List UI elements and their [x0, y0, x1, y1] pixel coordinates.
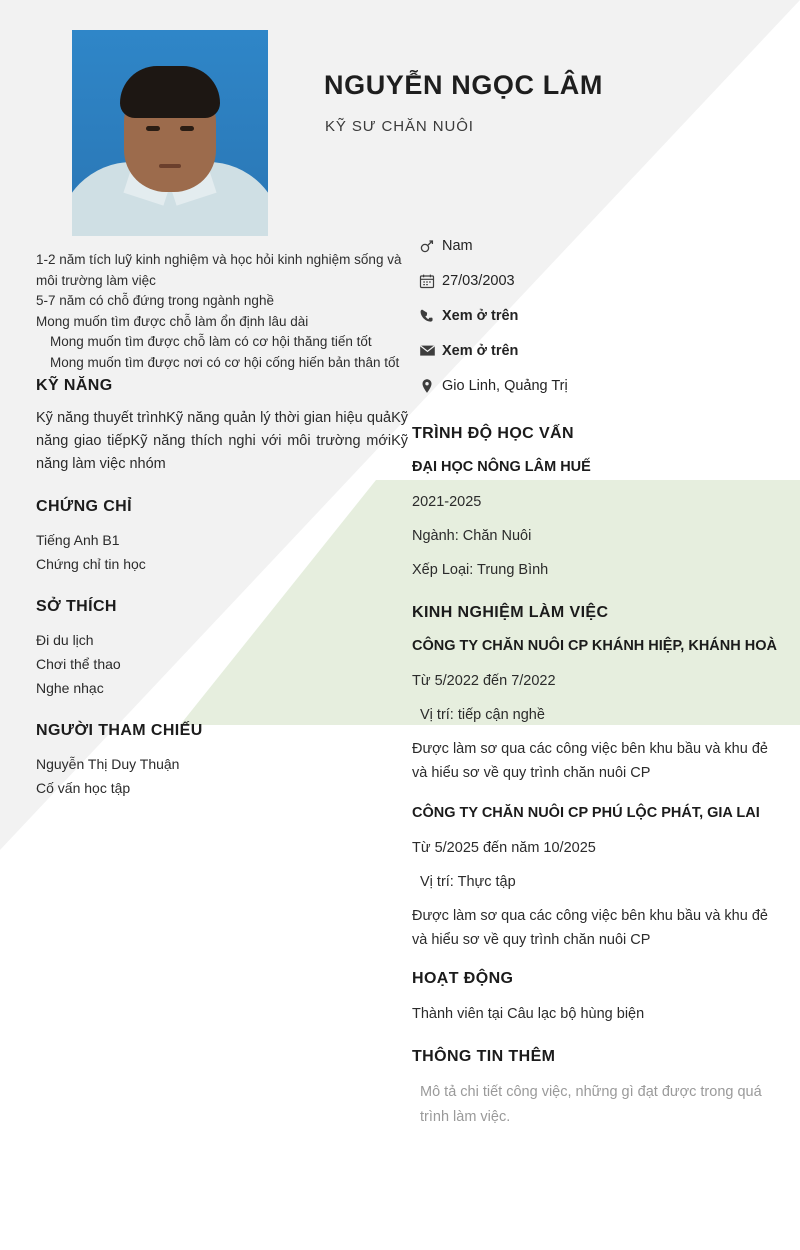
education-period: 2021-2025: [412, 494, 482, 510]
contact-row-phone: [412, 298, 780, 333]
section-title-extra: THÔNG TIN THÊM: [412, 1048, 556, 1065]
portrait-photo: [72, 30, 268, 236]
list-item: Nghe nhạc: [36, 680, 104, 696]
photo-mouth: [159, 164, 181, 168]
contact-row-email: [412, 333, 780, 368]
experience-company: CÔNG TY CHĂN NUÔI CP KHÁNH HIỆP, KHÁNH HOÀ: [412, 638, 777, 654]
activities-text: Thành viên tại Câu lạc bộ hùng biện: [412, 1006, 645, 1022]
section-title-certificates: CHỨNG CHỈ: [36, 498, 132, 515]
education-grade: Xếp Loại: Trung Bình: [412, 562, 549, 578]
skills-text: Kỹ năng thuyết trìnhKỹ năng quản lý thời gian hiệu quảKỹ năng giao tiếpKỹ năng thích nghi với môi trường mớiKỹ năng làm việc nhóm: [36, 410, 408, 472]
experience-item: [412, 636, 780, 785]
photo-hair: [120, 66, 220, 118]
list-item: Đi du lịch: [36, 632, 94, 648]
contact-value-gender: Nam: [442, 237, 473, 254]
experience-period: Từ 5/2025 đến năm 10/2025: [412, 840, 596, 856]
left-column: [36, 250, 408, 800]
list-item: Chứng chỉ tin học: [36, 556, 146, 572]
experience-position: Vị trí: tiếp cận nghề: [420, 707, 545, 723]
objective-line: Mong muốn tìm được nơi có cơ hội cống hiến bản thân tốt: [50, 354, 400, 370]
experience-company: CÔNG TY CHĂN NUÔI CP PHÚ LỘC PHÁT, GIA LAI: [412, 805, 760, 821]
extra-placeholder-text: Mô tả chi tiết công việc, những gì đạt được trong quá trình làm việc.: [420, 1084, 762, 1125]
section-title-hobbies: SỞ THÍCH: [36, 598, 117, 615]
contact-row-address: [412, 368, 780, 403]
reference-list: [36, 752, 408, 800]
section-title-reference: NGƯỜI THAM CHIẾU: [36, 722, 203, 739]
experience-period: Từ 5/2022 đến 7/2022: [412, 673, 556, 689]
education-school: ĐẠI HỌC NÔNG LÂM HUẾ: [412, 459, 591, 475]
contact-value-email: Xem ở trên: [442, 342, 519, 359]
job-title: KỸ SƯ CHĂN NUÔI: [325, 118, 474, 135]
experience-description: Được làm sơ qua các công việc bên khu bầu và khu đẻ và hiểu sơ về quy trình chăn nuôi CP: [412, 741, 768, 781]
calendar-icon: [412, 273, 442, 289]
experience-item: [412, 803, 780, 952]
experience-position: Vị trí: Thực tập: [420, 874, 516, 890]
objective-line: 1-2 năm tích luỹ kinh nghiệm và học hỏi kinh nghiệm sống và môi trường làm việc: [36, 252, 402, 288]
section-title-skills: KỸ NĂNG: [36, 377, 113, 394]
page-title: NGUYỄN NGỌC LÂM: [324, 70, 603, 100]
phone-icon: [412, 308, 442, 324]
list-item: Tiếng Anh B1: [36, 532, 120, 548]
hobbies-list: [36, 628, 408, 700]
section-title-activities: HOẠT ĐỘNG: [412, 970, 514, 987]
section-title-education: TRÌNH ĐỘ HỌC VẤN: [412, 425, 574, 442]
contact-row-gender: [412, 228, 780, 263]
objective-line: Mong muốn tìm được chỗ làm ổn định lâu dài: [36, 313, 309, 329]
contact-value-birthdate: 27/03/2003: [442, 272, 515, 289]
objective-line: Mong muốn tìm được chỗ làm có cơ hội thăng tiến tốt: [50, 334, 372, 349]
list-item: Chơi thể thao: [36, 656, 121, 672]
education-major: Ngành: Chăn Nuôi: [412, 528, 532, 544]
location-icon: [412, 378, 442, 394]
career-objective: [36, 250, 408, 373]
photo-eye-left: [146, 126, 160, 131]
list-item: Nguyễn Thị Duy Thuận: [36, 756, 180, 772]
objective-line: 5-7 năm có chỗ đứng trong ngành nghề: [36, 293, 274, 308]
certificates-list: [36, 528, 408, 576]
list-item: Cố vấn học tập: [36, 780, 131, 796]
mail-icon: [412, 342, 442, 359]
photo-eye-right: [180, 126, 194, 131]
section-title-experience: KINH NGHIỆM LÀM VIỆC: [412, 604, 609, 621]
experience-description: Được làm sơ qua các công việc bên khu bầu và khu đẻ và hiểu sơ về quy trình chăn nuôi CP: [412, 908, 768, 948]
right-column: [412, 228, 780, 1130]
contact-value-address: Gio Linh, Quảng Trị: [442, 377, 568, 394]
gender-icon: [412, 238, 442, 254]
contact-row-birthdate: [412, 263, 780, 298]
contact-value-phone: Xem ở trên: [442, 307, 519, 324]
